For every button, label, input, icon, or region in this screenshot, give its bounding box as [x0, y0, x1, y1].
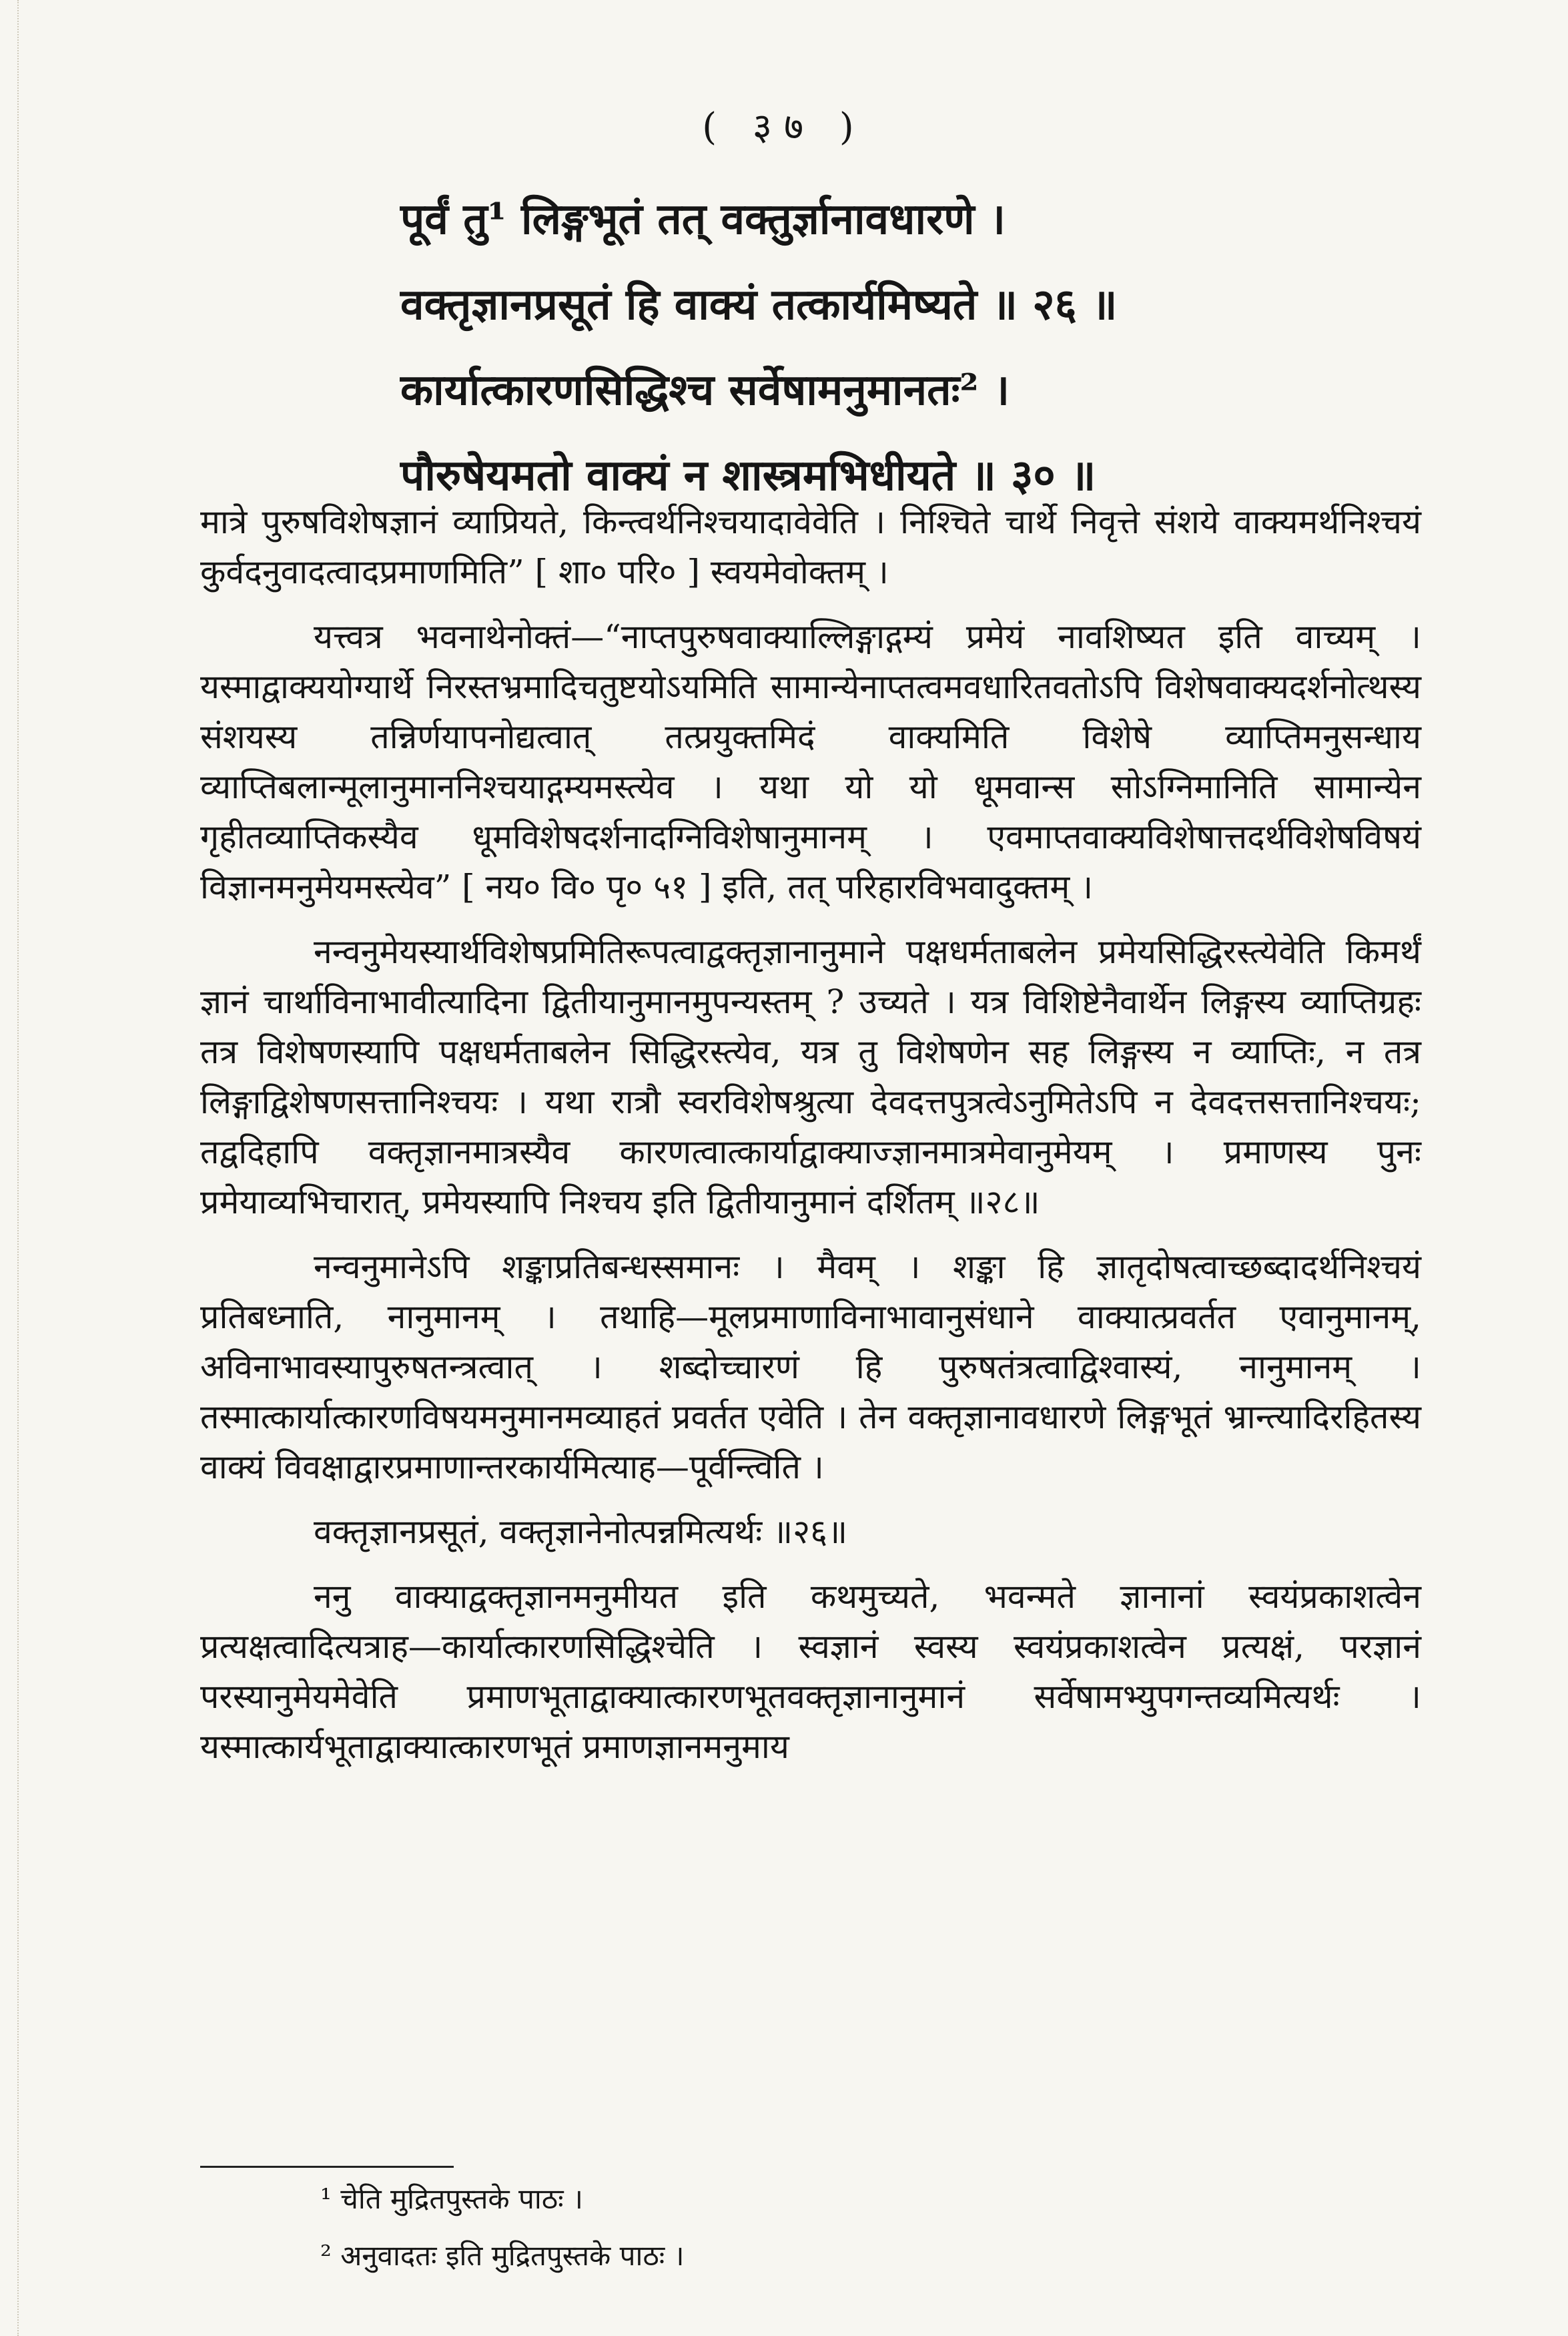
binding-margin [0, 0, 19, 2336]
verse-line: पूर्वं तु¹ लिङ्गभूतं तत् वक्तुर्ज्ञानावधारणे । [400, 194, 1006, 244]
commentary-paragraph: नन्वनुमानेऽपि शङ्काप्रतिबन्धस्समानः । मैवम् । शङ्का हि ज्ञातृदोषत्वाच्छब्दादर्थनिश्चयं प्रतिबध्नाति, नानुमानम् । तथाहि—मूलप्रमाणाविनाभावानुसंधाने वाक्यात्प्रवर्तत एवानुमानम्, अविनाभावस्यापुरुषतन्त्रत्वात् । शब्दोच्चारणं हि पुरुषतंत्रत्वाद्विश्वास्यं, नानुमानम् । तस्मात्कार्यात्कारणविषयमनुमानमव्याहतं प्रवर्तत एवेति । तेन वक्तृज्ञानावधारणे लिङ्गभूतं भ्रान्त्यादिरहितस्य वाक्यं विवक्षाद्वारप्रमाणान्तरकार्यमित्याह—पूर्वन्त्विति । [200, 1247, 1421, 1486]
page-number: ( ३७ ) [702, 105, 866, 149]
verse-line: कार्यात्कारणसिद्धिश्च सर्वेषामनुमानतः² । [400, 365, 1010, 415]
commentary-paragraph: मात्रे पुरुषविशेषज्ञानं व्याप्रियते, किन्त्वर्थनिश्चयादावेवेति । निश्चिते चार्थे निवृत्ते संशये वाक्यमर्थनिश्चयं कुर्वदनुवादत्वादप्रमाणमिति” [ शा० परि० ] स्वयमेवोक्तम् । [200, 503, 1421, 591]
verse-block [400, 177, 1535, 519]
footnote: ¹ चेति मुद्रितपुस्तके पाठः । [320, 2182, 583, 2215]
commentary-paragraph: ननु वाक्याद्वक्तृज्ञानमनुमीयत इति कथमुच्यते, भवन्मते ज्ञानानां स्वयंप्रकाशत्वेन प्रत्यक्षत्वादित्यत्राह—कार्यात्कारणसिद्धिश्चेति । स्वज्ञानं स्वस्य स्वयंप्रकाशत्वेन प्रत्यक्षं, परज्ञानं परस्यानुमेयमेवेति प्रमाणभूताद्वाक्यात्कारणभूतवक्तृज्ञानानुमानं सर्वेषामभ्युपगन्तव्यमित्यर्थः । यस्मात्कार्यभूताद्वाक्यात्कारणभूतं प्रमाणज्ञानमनुमाय [200, 1577, 1421, 1766]
verse-line: पौरुषेयमतो वाक्यं न शास्त्रमभिधीयते ॥ ३० ॥ [400, 451, 1096, 501]
footnote-divider [200, 2166, 454, 2168]
commentary-paragraph: नन्वनुमेयस्यार्थविशेषप्रमितिरूपत्वाद्वक्तृज्ञानानुमाने पक्षधर्मताबलेन प्रमेयसिद्धिरस्त्येवेति किमर्थं ज्ञानं चार्थाविनाभावीत्यादिना द्वितीयानुमानमुपन्यस्तम् ? उच्यते । यत्र विशिष्टेनैवार्थेन लिङ्गस्य व्याप्तिग्रहः तत्र विशेषणस्यापि पक्षधर्मताबलेन सिद्धिरस्त्येव, यत्र तु विशेषणेन सह लिङ्गस्य न व्याप्तिः, न तत्र लिङ्गाद्विशेषणसत्तानिश्चयः । यथा रात्रौ स्वरविशेषश्रुत्या देवदत्तपुत्रत्वेऽनुमितेऽपि न देवदत्तसत्तानिश्चयः; तद्वदिहापि वक्तृज्ञानमात्रस्यैव कारणत्वात्कार्याद्वाक्याज्ज्ञानमात्रमेवानुमेयम् । प्रमाणस्य पुनः प्रमेयाव्यभिचारात्, प्रमेयस्यापि निश्चय इति द्वितीयानुमानं दर्शितम् ॥२८॥ [200, 932, 1421, 1221]
commentary-paragraph: वक्तृज्ञानप्रसूतं, वक्तृज्ञानेनोत्पन्नमित्यर्थः ॥२६॥ [314, 1512, 848, 1551]
footnote: ² अनुवादतः इति मुद्रितपुस्तके पाठः । [320, 2239, 685, 2272]
commentary-paragraph: यत्त्वत्र भवनाथेनोक्तं—“नाप्तपुरुषवाक्याल्लिङ्गाद्गम्यं प्रमेयं नावशिष्यत इति वाच्यम् । यस्माद्वाक्ययोग्यार्थे निरस्तभ्रमादिचतुष्टयोऽयमिति सामान्येनाप्तत्वमवधारितवतोऽपि विशेषवाक्यदर्शनोत्थस्य संशयस्य तन्निर्णयापनोद्यत्वात् तत्प्रयुक्तमिदं वाक्यमिति विशेषे व्याप्तिमनुसन्धाय व्याप्तिबलान्मूलानुमाननिश्चयाद्गम्यमस्त्येव । यथा यो यो धूमवान्स सोऽग्निमानिति सामान्येन गृहीतव्याप्तिकस्यैव धूमविशेषदर्शनादग्निविशेषानुमानम् । एवमाप्तवाक्यविशेषात्तदर्थविशेषविषयं विज्ञानमनुमेयमस्त्येव” [ नय० वि० पृ० ५१ ] इति, तत् परिहारविभवादुक्तम् । [200, 617, 1421, 906]
commentary-body [200, 497, 1421, 1787]
verse-line: वक्तृज्ञानप्रसूतं हि वाक्यं तत्कार्यमिष्यते ॥ २६ ॥ [400, 280, 1118, 330]
